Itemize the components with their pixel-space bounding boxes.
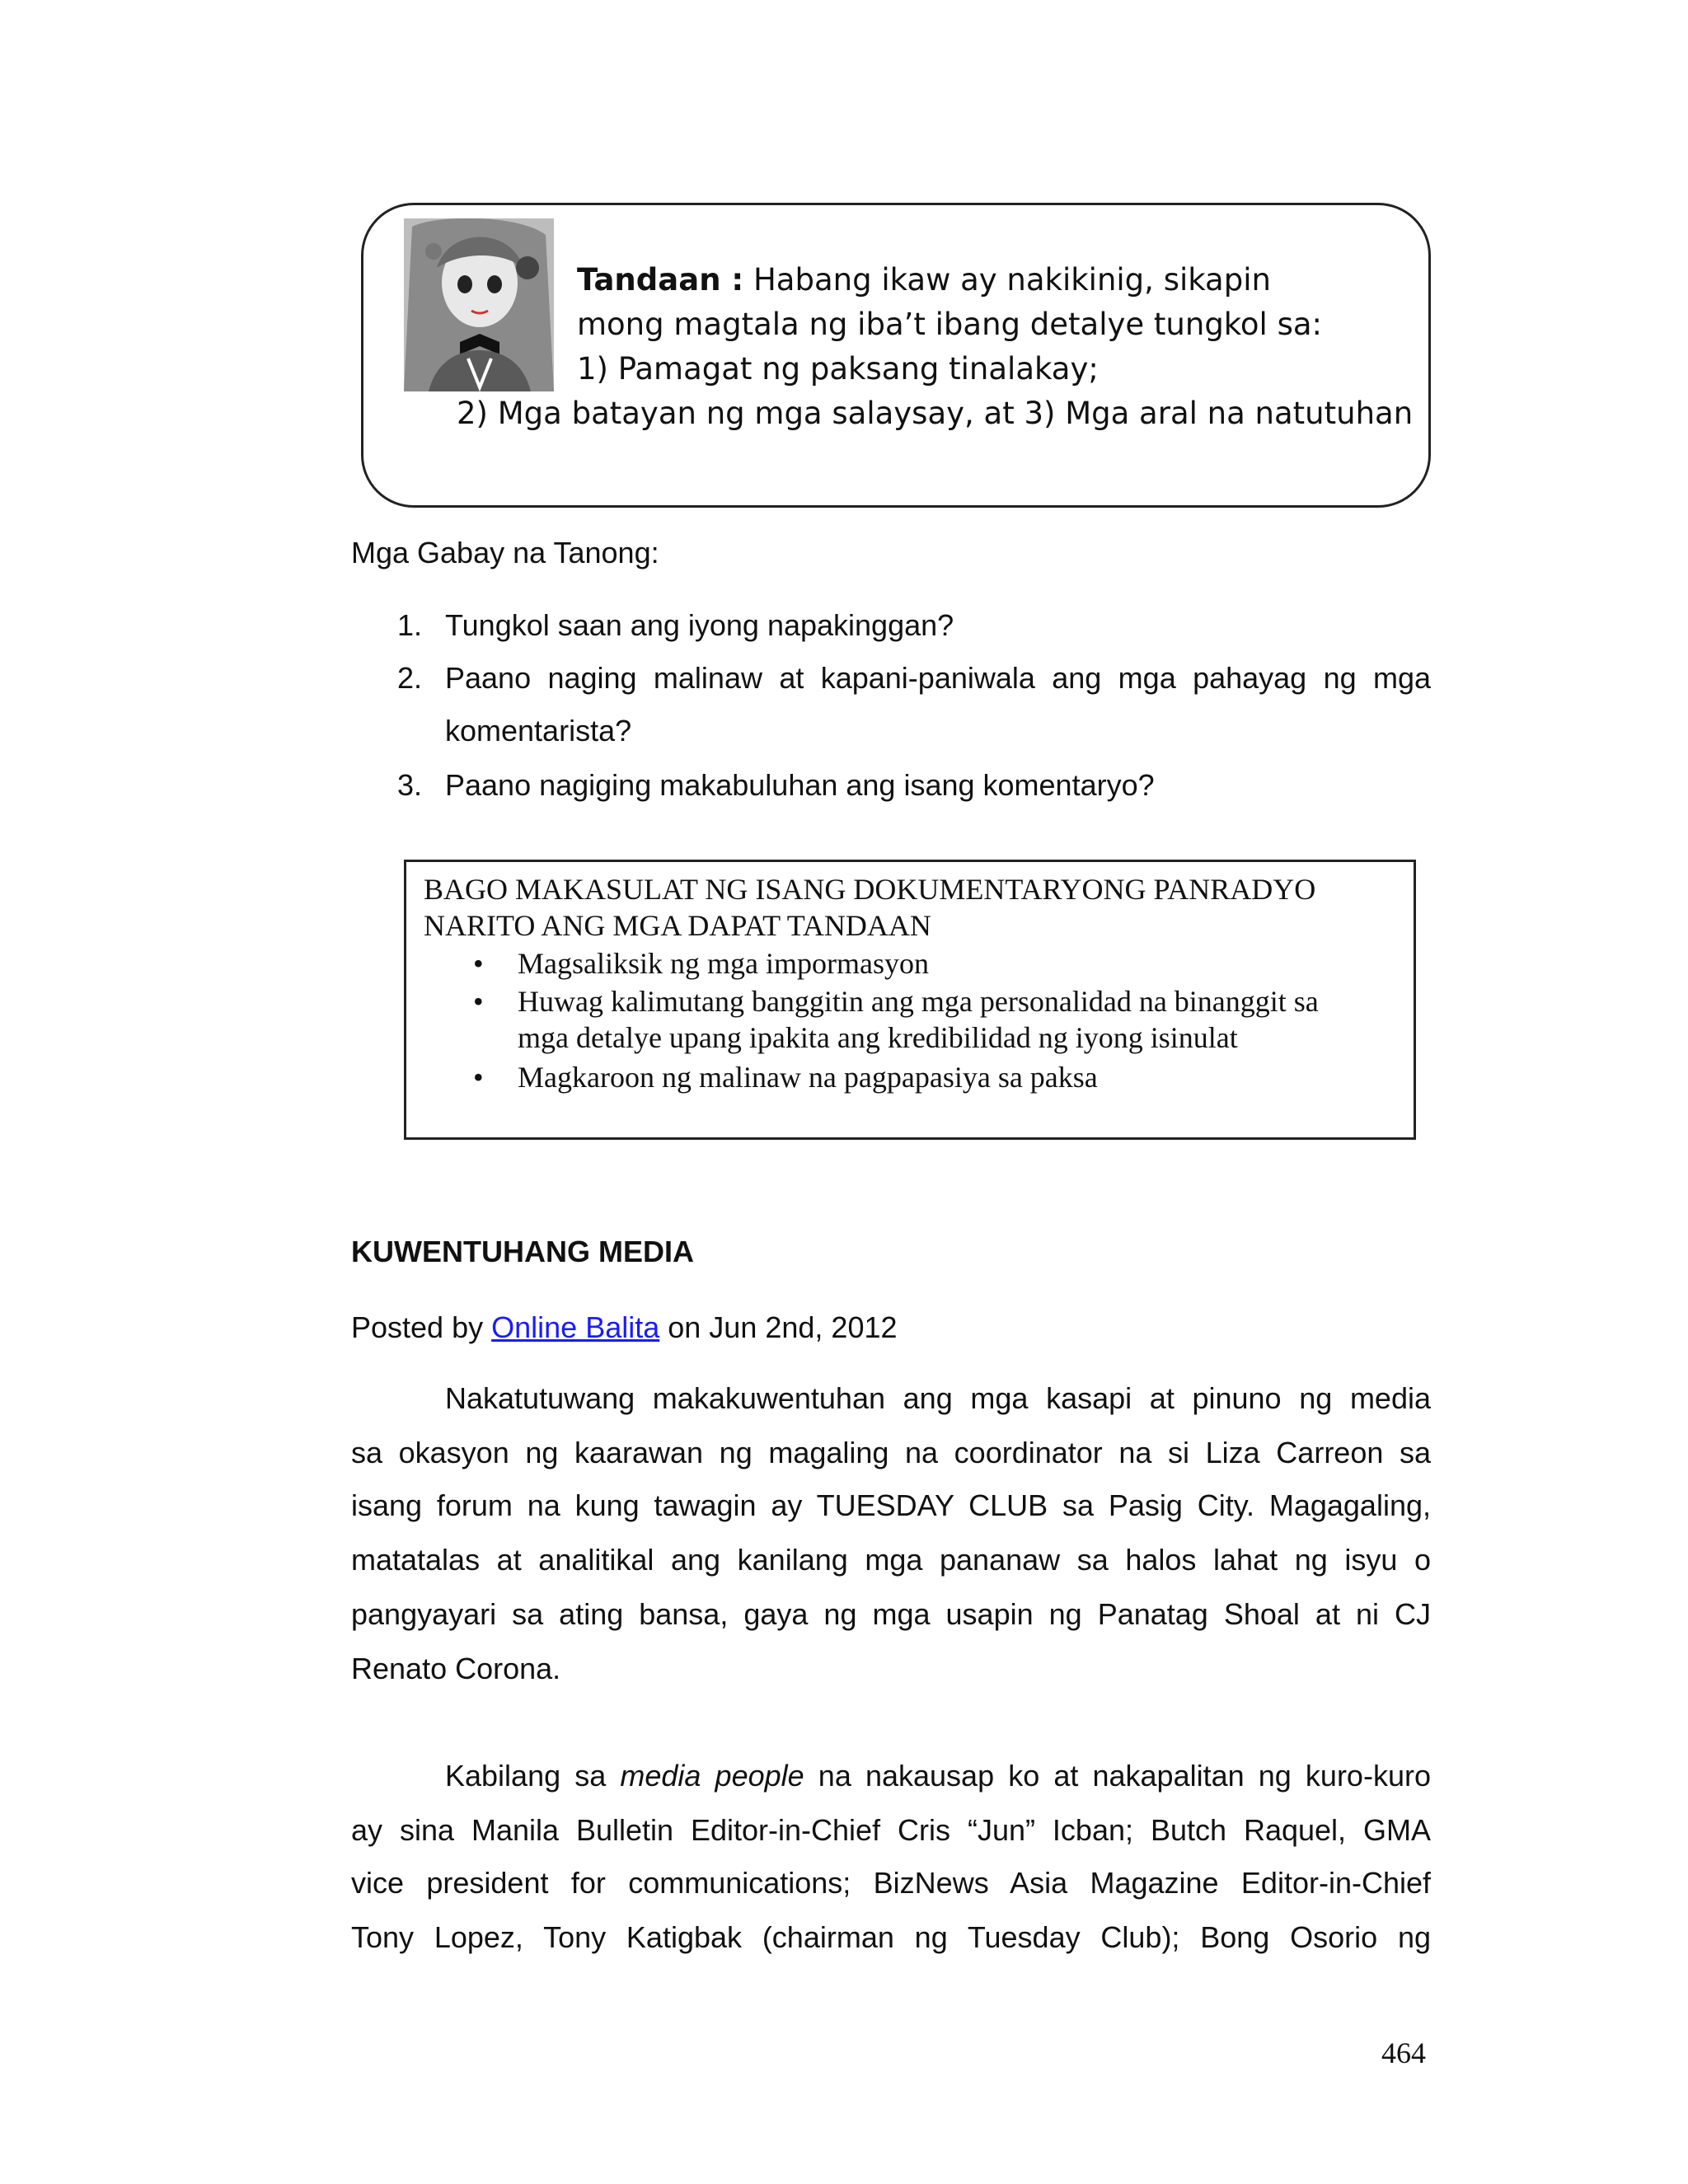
reminder-item-continued: mga detalye upang ipakita ang kredibilidad ng iyong isinulat <box>518 1021 1238 1054</box>
question-number: 1. <box>397 608 423 642</box>
paragraph-line: sa okasyon ng kaarawan ng magaling na coordinator na si Liza Carreon sa <box>351 1436 1431 1469</box>
posted-by-line <box>351 1310 898 1345</box>
tandaan-line-1-text: Habang ikaw ay nakikinig, sikapin <box>753 262 1271 298</box>
posted-date: on Jun 2nd, 2012 <box>668 1310 898 1344</box>
paragraph-italic-text: media people <box>620 1759 804 1793</box>
guide-title: Mga Gabay na Tanong: <box>351 536 659 569</box>
paragraph-line <box>445 1759 1431 1793</box>
paragraph-line: vice president for communications; BizNews Asia Magazine Editor-in-Chief <box>351 1866 1431 1900</box>
paragraph-line: ay sina Manila Bulletin Editor-in-Chief Cris “Jun” Icban; Butch Raquel, GMA <box>351 1813 1431 1847</box>
question-text-continued: komentarista? <box>445 714 632 748</box>
question-number: 2. <box>397 661 423 695</box>
paragraph-line: isang forum na kung tawagin ay TUESDAY CLUB sa Pasig City. Magagaling, <box>351 1488 1431 1522</box>
tandaan-line-4: 2) Mga batayan ng mga salaysay, at 3) Mga aral na natutuhan <box>457 396 1414 431</box>
paragraph-line: Tony Lopez, Tony Katigbak (chairman ng Tuesday Club); Bong Osorio ng <box>351 1920 1431 1954</box>
reminder-item: Magsaliksik ng mga impormasyon <box>518 947 929 980</box>
question-text: Tungkol saan ang iyong napakinggan? <box>445 608 954 642</box>
reminder-item: Huwag kalimutang banggitin ang mga personalidad na binanggit sa <box>518 985 1319 1018</box>
paragraph-text: na nakausap ko at nakapalitan ng kuro-kuro <box>818 1759 1431 1793</box>
bullet-icon: • <box>473 947 484 980</box>
paragraph-line: Nakatutuwang makakuwentuhan ang mga kasapi at pinuno ng media <box>445 1381 1431 1415</box>
page-number: 464 <box>1381 2036 1426 2069</box>
paragraph-line: matatalas at analitikal ang kanilang mga pananaw sa halos lahat ng isyu o <box>351 1543 1431 1577</box>
tandaan-label: Tandaan : <box>577 262 744 298</box>
reminders-title-line-2: NARITO ANG MGA DAPAT TANDAAN <box>424 909 931 942</box>
reminders-title-line-1: BAGO MAKASULAT NG ISANG DOKUMENTARYONG PANRADYO <box>424 873 1316 906</box>
paragraph-text: Kabilang sa <box>445 1759 607 1793</box>
bullet-icon: • <box>473 985 484 1018</box>
question-number: 3. <box>397 768 423 802</box>
girl-illustration <box>404 218 554 391</box>
posted-prefix: Posted by <box>351 1310 484 1344</box>
question-text: Paano naging malinaw at kapani-paniwala ang mga pahayag ng mga <box>445 661 1431 695</box>
reminder-item: Magkaroon ng malinaw na pagpapasiya sa paksa <box>518 1061 1098 1094</box>
tandaan-line-1 <box>577 262 1271 298</box>
tandaan-line-2: mong magtala ng iba’t ibang detalye tungkol sa: <box>577 307 1323 342</box>
tandaan-line-3: 1) Pamagat ng paksang tinalakay; <box>577 351 1099 387</box>
author-link[interactable]: Online Balita <box>491 1310 660 1344</box>
article-title: KUWENTUHANG MEDIA <box>351 1235 694 1268</box>
bullet-icon: • <box>473 1061 484 1094</box>
paragraph-line: Renato Corona. <box>351 1652 561 1685</box>
question-text: Paano nagiging makabuluhan ang isang komentaryo? <box>445 768 1155 802</box>
paragraph-line: pangyayari sa ating bansa, gaya ng mga usapin ng Panatag Shoal at ni CJ <box>351 1597 1431 1631</box>
